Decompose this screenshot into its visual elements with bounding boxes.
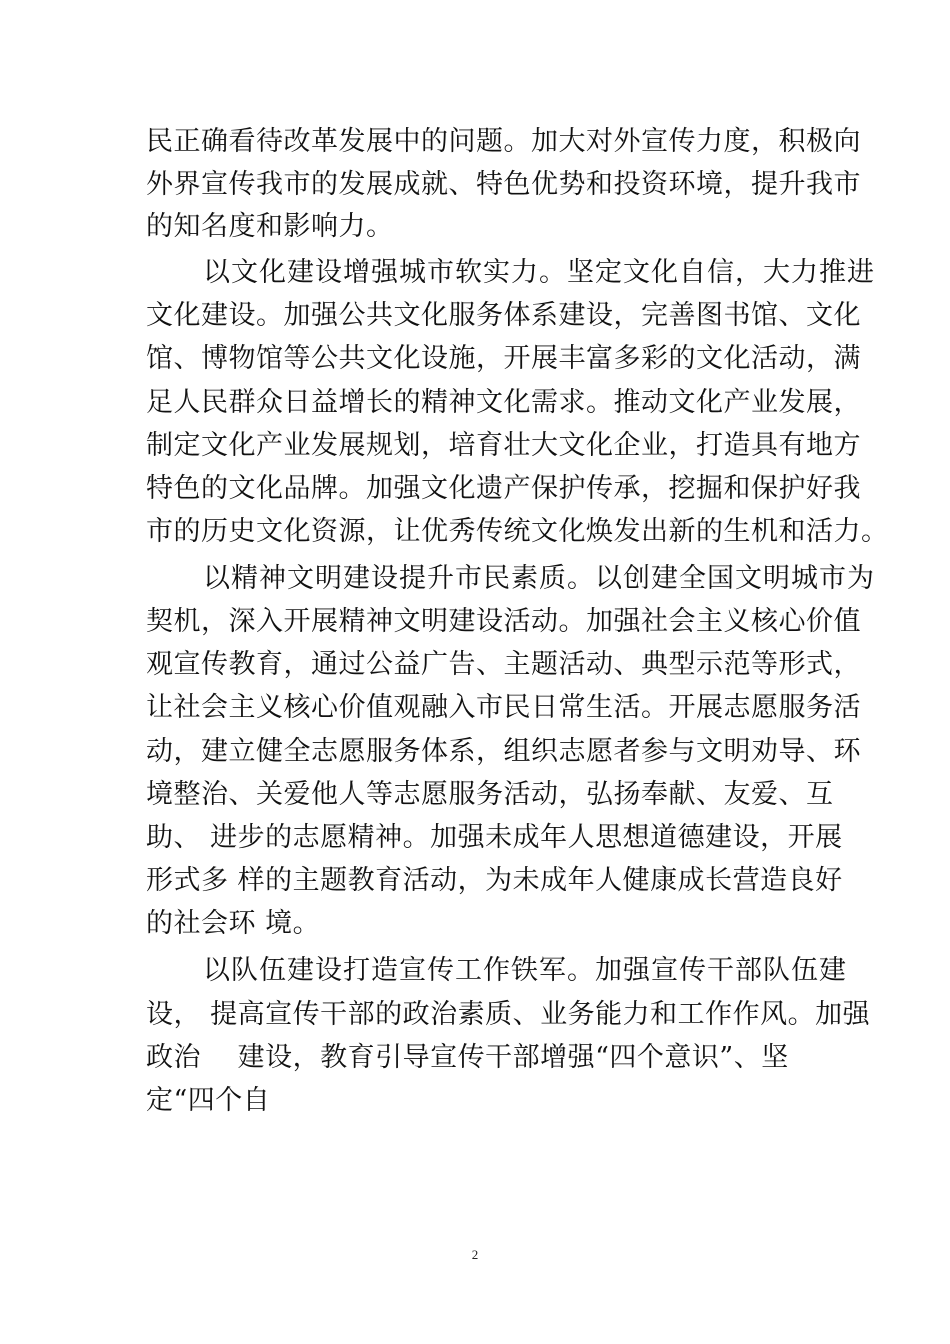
paragraph-heading-culture: 以文化建设增强城市软实力。坚定文化自信，大力推进 <box>203 257 875 288</box>
text-line: 民正确看待改革发展中的问题。加大对外宣传力度，积极向 <box>146 126 861 157</box>
text-line: 让社会主义核心价值观融入市民日常生活。开展志愿服务活 <box>146 692 861 723</box>
text-line: 外界宣传我市的发展成就、特色优势和投资环境，提升我市 <box>146 169 861 200</box>
paragraph-heading-team: 以队伍建设打造宣传工作铁军。加强宣传干部队伍建 <box>203 955 847 986</box>
text-line: 观宣传教育，通过公益广告、主题活动、典型示范等形式， <box>146 649 861 680</box>
text-line: 足人民群众日益增长的精神文化需求。推动文化产业发展， <box>146 387 861 418</box>
text-line: 特色的文化品牌。加强文化遗产保护传承，挖掘和保护好我 <box>146 473 861 504</box>
text-line: 形式多 样的主题教育活动，为未成年人健康成长营造良好 <box>146 865 843 896</box>
text-line: 动，建立健全志愿服务体系，组织志愿者参与文明劝导、环 <box>146 736 861 767</box>
text-line: 市的历史文化资源，让优秀传统文化焕发出新的生机和活力。 <box>146 516 889 547</box>
text-line: 政治 建设，教育引导宣传干部增强“四个意识”、坚 <box>146 1042 789 1073</box>
text-line: 馆、博物馆等公共文化设施，开展丰富多彩的文化活动，满 <box>146 343 861 374</box>
text-line: 文化建设。加强公共文化服务体系建设，完善图书馆、文化 <box>146 300 861 331</box>
text-line: 契机，深入开展精神文明建设活动。加强社会主义核心价值 <box>146 606 861 637</box>
text-line: 定“四个自 <box>146 1085 271 1116</box>
paragraph-heading-civilization: 以精神文明建设提升市民素质。以创建全国文明城市为 <box>203 563 875 594</box>
text-line: 设， 提高宣传干部的政治素质、业务能力和工作作风。加强 <box>146 999 871 1030</box>
text-line: 的社会环 境。 <box>146 908 321 939</box>
text-line: 制定文化产业发展规划，培育壮大文化企业，打造具有地方 <box>146 430 861 461</box>
text-line: 的知名度和影响力。 <box>146 211 394 242</box>
page-number: 2 <box>471 1247 479 1262</box>
text-line: 助、 进步的志愿精神。加强未成年人思想道德建设，开展 <box>146 822 843 853</box>
text-line: 境整治、关爱他人等志愿服务活动，弘扬奉献、友爱、互 <box>146 779 834 810</box>
